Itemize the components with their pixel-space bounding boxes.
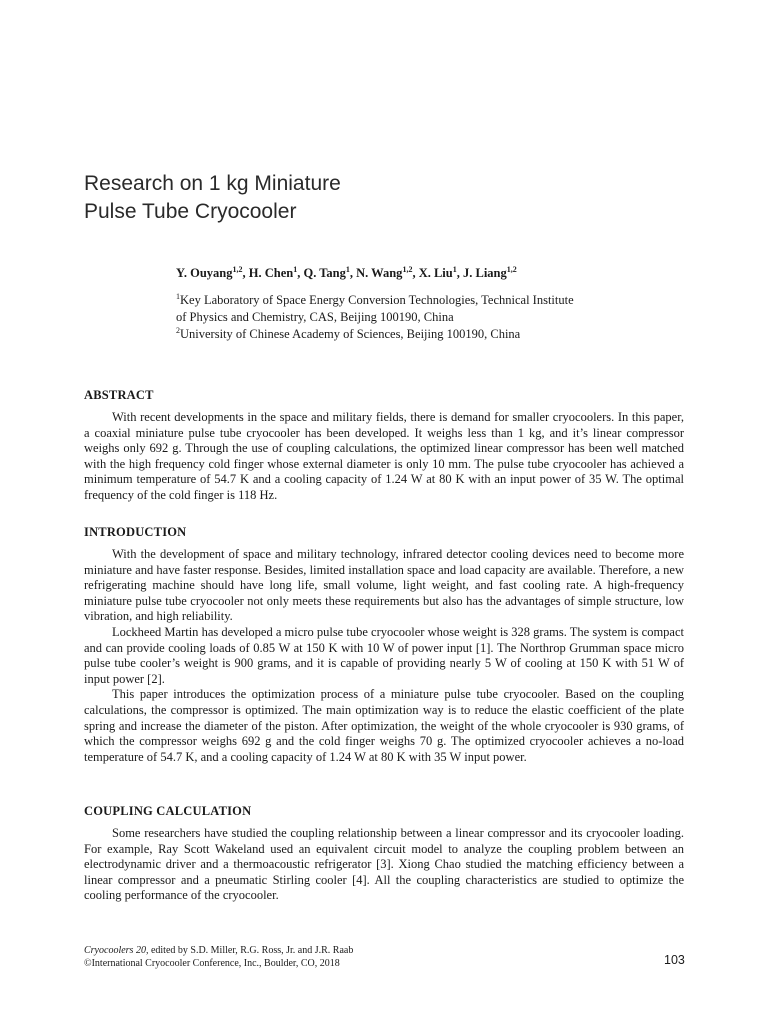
abstract-section [84,388,684,504]
intro-paragraph: With the development of space and military technology, infrared detector cooling devices need to become more miniature and have faster response. Besides, limited installation space and load capacity are available. Therefore, a new refrigerating machine should have long life, small volume, light weight, and fast cooling rate. A high-frequency miniature pulse tube cryocooler not only meets these requirements but also has the advantages of simple structure, low vibration, and high reliability. [84,547,684,624]
affiliations [176,292,676,343]
intro-paragraph: This paper introduces the optimization process of a miniature pulse tube cryocooler. Based on the coupling calculations, the compressor is optimized. The main optimization way is to reduce the elastic coefficient of the plate spring and increase the diameter of the piston. After optimization, the weight of the whole cryocooler is 930 grams, of which the compressor weighs 692 g and the cold finger weighs 70 g. The optimized cryocooler achieves a no-load temperature of 54.7 K, and a cooling capacity of 1.24 W at 80 K with 35 W input power. [84,687,684,764]
intro-paragraph: Lockheed Martin has developed a micro pulse tube cryocooler whose weight is 328 grams. The system is compact and can provide cooling loads of 0.85 W at 150 K with 10 W of power input [1]. The Northrop Grumman space micro pulse tube cooler’s weight is 900 grams, and it is capable of providing nearly 5 W of cooling at 150 K with 51 W of input power [2]. [84,624,684,686]
abstract-heading: ABSTRACT [84,388,154,402]
footer-line-2: ©International Cryocooler Conference, Inc., Boulder, CO, 2018 [84,958,340,969]
author: X. Liu$^1$, [418,264,463,280]
coupling-section [84,804,684,904]
introduction-heading: INTRODUCTION [84,525,187,539]
author: J. Liang$^{1,2}$ [462,264,517,280]
page-number: 103 [664,953,685,967]
author: Q. Tang$^1$, [303,264,357,280]
affiliation-line: $^2$University of Chinese Academy of Sciences, Beijing 100190, China [176,325,521,341]
abstract-text: With recent developments in the space and military fields, there is demand for smaller cryocoolers. In this paper, a coaxial miniature pulse tube cryocooler has been developed. It weighs less than 1 kg, and it’s linear compressor weighs only 692 g. Through the use of coupling calculations, the optimized linear compressor has been well matched with the high frequency cold finger whose external diameter is only 10 mm. The pulse tube cryocooler has achieved a minimum temperature of 54.7 K and a cooling capacity of 1.24 W at 80 K with an input power of 35 W. The optimal frequency of the cold finger is 118 Hz. [84,410,684,502]
footer-line-1: Cryocoolers 20, edited by S.D. Miller, R.G. Ross, Jr. and J.R. Raab [84,945,354,956]
affiliation-line: of Physics and Chemistry, CAS, Beijing 100190, China [176,310,454,324]
affiliation-line: $^1$Key Laboratory of Space Energy Conversion Technologies, Technical Institute [176,291,574,307]
author: Y. Ouyang$^{1,2}$, [176,264,249,280]
title-line-1: Research on 1 kg Miniature [84,172,341,195]
author: H. Chen$^1$, [248,264,304,280]
introduction-section [84,525,684,765]
author: N. Wang$^{1,2}$, [356,264,419,280]
citation-footer [84,944,353,970]
paper-title [84,170,341,226]
author-list [176,266,517,281]
coupling-heading: COUPLING CALCULATION [84,804,252,818]
coupling-text: Some researchers have studied the coupling relationship between a linear compressor and its cryocooler loading. For example, Ray Scott Wakeland used an equivalent circuit model to analyze the coupling problem between an electrodynamic driver and a thermoacoustic refrigerator [3]. Xiong Chao studied the matching efficiency between a linear compressor and a pneumatic Stirling cooler [4]. All the coupling characteristics are studied to optimize the cooling performance of the cryocooler. [84,826,684,903]
title-line-2: Pulse Tube Cryocooler [84,200,297,223]
